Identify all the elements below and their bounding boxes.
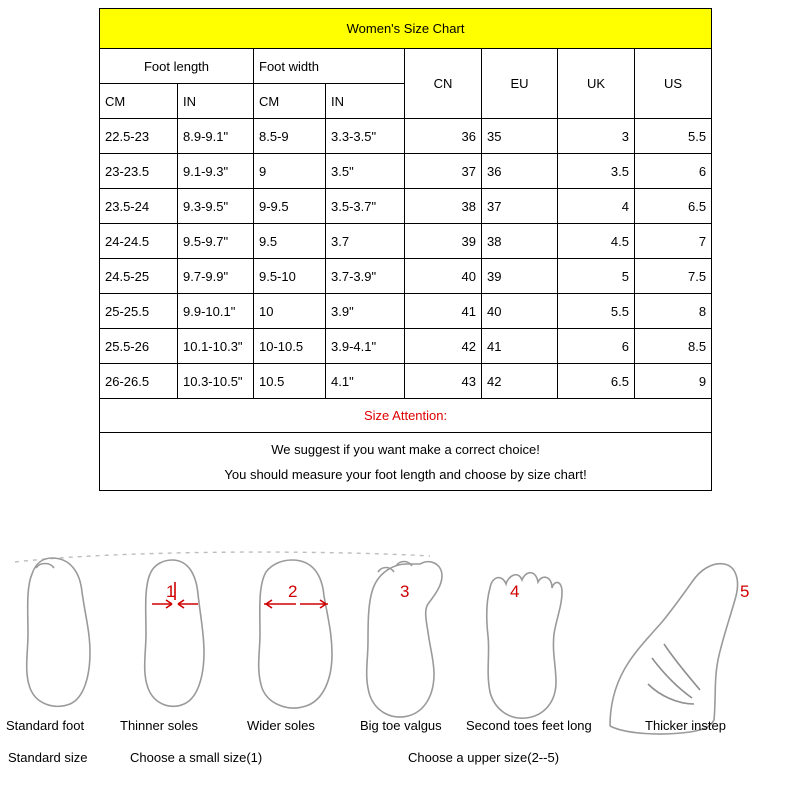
cell-us: 7.5 [635,259,712,294]
foot-caption-thicker-instep: Thicker instep [645,718,726,733]
table-row [100,294,712,329]
cell-cn: 36 [405,119,482,154]
cell-width-in: 4.1" [326,364,405,399]
foot-type-diagram [0,548,800,798]
subheader-width-in: IN [326,84,405,119]
subheader-length-cm: CM [100,84,178,119]
cell-cn: 40 [405,259,482,294]
size-chart-table [99,8,712,491]
cell-width-cm: 8.5-9 [254,119,326,154]
cell-cn: 39 [405,224,482,259]
cell-us: 8.5 [635,329,712,364]
cell-length-cm: 25-25.5 [100,294,178,329]
cell-uk: 4.5 [558,224,635,259]
subheader-length-in: IN [178,84,254,119]
cell-width-cm: 9 [254,154,326,189]
cell-cn: 42 [405,329,482,364]
attention-row [100,399,712,433]
cell-uk: 3.5 [558,154,635,189]
table-row [100,119,712,154]
cell-width-in: 3.7 [326,224,405,259]
table-row [100,364,712,399]
cell-length-cm: 22.5-23 [100,119,178,154]
chart-title-row [100,9,712,49]
cell-width-cm: 10.5 [254,364,326,399]
note-row [100,433,712,491]
size-note [100,433,712,491]
table-row [100,189,712,224]
cell-eu: 40 [482,294,558,329]
cell-us: 5.5 [635,119,712,154]
cell-length-in: 9.1-9.3" [178,154,254,189]
cell-length-in: 9.3-9.5" [178,189,254,224]
cell-length-cm: 26-26.5 [100,364,178,399]
cell-us: 9 [635,364,712,399]
size-note-line-2: You should measure your foot length and choose by size chart! [224,466,587,482]
cell-eu: 41 [482,329,558,364]
page-title: Women's Size Chart [100,9,712,49]
cell-width-in: 3.5-3.7" [326,189,405,224]
size-attention-title: Size Attention: [100,399,712,433]
foot-number-2: 2 [288,582,298,601]
group-header-row [100,49,712,84]
cell-width-cm: 9.5-10 [254,259,326,294]
cell-uk: 6 [558,329,635,364]
foot-caption-wider-soles: Wider soles [247,718,315,733]
cell-width-cm: 9.5 [254,224,326,259]
foot-number-3: 3 [400,582,410,601]
foot-subcaption-upper-size: Choose a upper size(2--5) [408,750,560,765]
cell-width-in: 3.9" [326,294,405,329]
cell-eu: 36 [482,154,558,189]
cell-cn: 43 [405,364,482,399]
foot-caption-second-toes-feet-long: Second toes feet long [466,718,592,733]
cell-uk: 4 [558,189,635,224]
cell-cn: 37 [405,154,482,189]
cell-length-in: 10.3-10.5" [178,364,254,399]
cell-uk: 6.5 [558,364,635,399]
subheader-width-cm: CM [254,84,326,119]
cell-width-cm: 9-9.5 [254,189,326,224]
cell-us: 7 [635,224,712,259]
cell-cn: 41 [405,294,482,329]
header-uk: UK [558,49,635,119]
cell-length-in: 9.7-9.9" [178,259,254,294]
cell-uk: 3 [558,119,635,154]
cell-length-in: 10.1-10.3" [178,329,254,364]
header-foot-width: Foot width [254,49,405,84]
cell-length-cm: 23-23.5 [100,154,178,189]
foot-subcaption-standard-size: Standard size [8,750,88,765]
header-us: US [635,49,712,119]
cell-width-in: 3.9-4.1" [326,329,405,364]
table-row [100,259,712,294]
cell-us: 6.5 [635,189,712,224]
table-row [100,154,712,189]
cell-length-cm: 23.5-24 [100,189,178,224]
cell-cn: 38 [405,189,482,224]
foot-subcaption-small-size: Choose a small size(1) [130,750,263,765]
cell-width-in: 3.7-3.9" [326,259,405,294]
cell-width-in: 3.3-3.5" [326,119,405,154]
cell-length-in: 9.5-9.7" [178,224,254,259]
table-row [100,329,712,364]
cell-length-cm: 24-24.5 [100,224,178,259]
table-row [100,224,712,259]
cell-us: 8 [635,294,712,329]
cell-length-in: 9.9-10.1" [178,294,254,329]
foot-caption-thinner-soles: Thinner soles [120,718,199,733]
foot-caption-big-toe-valgus: Big toe valgus [360,718,442,733]
size-chart-container [99,8,711,491]
cell-length-cm: 25.5-26 [100,329,178,364]
cell-eu: 39 [482,259,558,294]
foot-number-5: 5 [740,582,750,601]
header-foot-length: Foot length [100,49,254,84]
foot-number-1: 1 [166,582,176,601]
header-cn: CN [405,49,482,119]
header-eu: EU [482,49,558,119]
cell-width-cm: 10-10.5 [254,329,326,364]
cell-us: 6 [635,154,712,189]
cell-eu: 35 [482,119,558,154]
cell-eu: 37 [482,189,558,224]
foot-caption-standard-foot: Standard foot [6,718,85,733]
cell-uk: 5.5 [558,294,635,329]
cell-length-in: 8.9-9.1" [178,119,254,154]
cell-eu: 38 [482,224,558,259]
foot-number-4: 4 [510,582,520,601]
size-note-line-1: We suggest if you want make a correct choice! [271,441,540,457]
cell-length-cm: 24.5-25 [100,259,178,294]
cell-width-in: 3.5" [326,154,405,189]
cell-eu: 42 [482,364,558,399]
cell-uk: 5 [558,259,635,294]
cell-width-cm: 10 [254,294,326,329]
